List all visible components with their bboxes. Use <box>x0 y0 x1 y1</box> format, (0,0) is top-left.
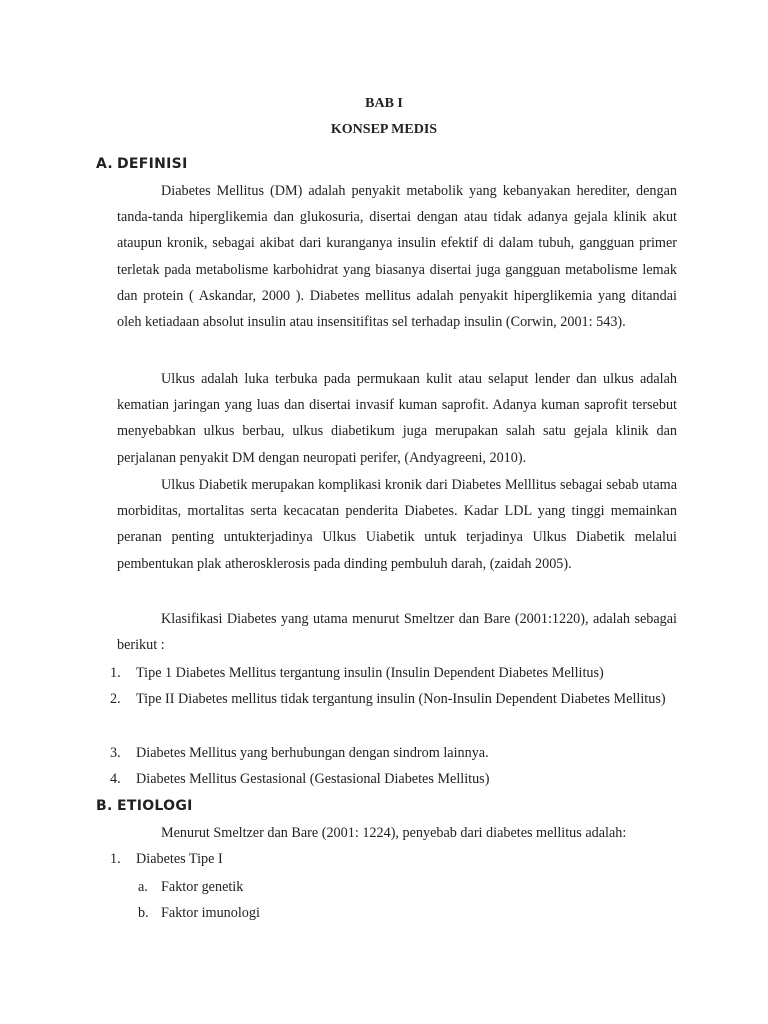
list-item-text: Diabetes Tipe I <box>136 851 223 867</box>
chapter-title: KONSEP MEDIS <box>330 122 438 137</box>
list-item-number: 2. <box>110 691 121 707</box>
section-heading-definisi <box>96 155 188 173</box>
paragraph-definisi-ulkus: Ulkus adalah luka terbuka pada permukaan kulit atau selaput lender dan ulkus adalah kematian jaringan yang luas dan disertai invasif kuman saprofit. Adanya kuman saprofit tersebut menyebabkan ulkus berbau, ulkus diabetikum juga merupakan salah satu gejala klinik dan perjalanan penyakit DM dengan neuropati perifer, (Andyagreeni, 2010). <box>117 371 677 466</box>
chapter-number: BAB I <box>365 96 403 111</box>
section-letter: B. <box>96 798 113 814</box>
sub-list-item-letter: a. <box>138 879 148 895</box>
list-item <box>110 846 677 872</box>
list-item-text: Tipe 1 Diabetes Mellitus tergantung insulin (Insulin Dependent Diabetes Mellitus) <box>136 665 604 681</box>
list-item <box>110 660 677 686</box>
list-item-number: 3. <box>110 745 121 761</box>
section-title: DEFINISI <box>117 156 188 172</box>
sub-list-item-text: Faktor imunologi <box>161 905 260 921</box>
list-item-text: Tipe II Diabetes mellitus tidak tergantung insulin (Non-Insulin Dependent Diabetes Mellitus) <box>136 691 666 707</box>
list-item-number: 4. <box>110 771 121 787</box>
list-item-text: Diabetes Mellitus yang berhubungan dengan sindrom lainnya. <box>136 745 489 761</box>
list-item-number: 1. <box>110 851 121 867</box>
list-item <box>110 766 677 792</box>
paragraph-etiologi: Menurut Smeltzer dan Bare (2001: 1224), penyebab dari diabetes mellitus adalah: <box>161 825 627 841</box>
paragraph-klasifikasi: Klasifikasi Diabetes yang utama menurut Smeltzer dan Bare (2001:1220), adalah sebagai berikut : <box>117 611 677 654</box>
paragraph-definisi-dm: Diabetes Mellitus (DM) adalah penyakit metabolik yang kebanyakan herediter, dengan tanda-tanda hiperglikemia dan glukosuria, disertai dengan atau tidak adanya gejala klinik akut ataupun kronik, sebagai akibat dari kuranganya insulin efektif di dalam tubuh, gangguan primer terletak pada metabolisme karbohidrat yang biasanya disertai juga gangguan metabolisme lemak dan protein ( Askandar, 2000 ). Diabetes mellitus adalah penyakit hiperglikemia yang ditandai oleh ketiadaan absolut insulin atau insensitifitas sel terhadap insulin (Corwin, 2001: 543). <box>117 183 677 331</box>
list-item-number: 1. <box>110 665 121 681</box>
section-title: ETIOLOGI <box>117 798 193 814</box>
sub-list-item <box>138 874 677 900</box>
sub-list-item-text: Faktor genetik <box>161 879 244 895</box>
list-item <box>110 686 677 712</box>
section-heading-etiologi <box>96 797 193 815</box>
paragraph-ulkus-diabetik: Ulkus Diabetik merupakan komplikasi kronik dari Diabetes Melllitus sebagai sebab utama morbiditas, mortalitas serta kecacatan penderita Diabetes. Kadar LDL yang tinggi memainkan peranan penting untukterjadinya Ulkus Uiabetik untuk terjadinya Ulkus Diabetik melalui pembentukan plak atherosklerosis pada dinding pembuluh darah, (zaidah 2005). <box>117 477 677 572</box>
sub-list-item <box>138 900 677 926</box>
list-item-text: Diabetes Mellitus Gestasional (Gestasional Diabetes Mellitus) <box>136 771 490 787</box>
sub-list-item-letter: b. <box>138 905 149 921</box>
section-letter: A. <box>96 156 114 172</box>
list-item <box>110 740 677 766</box>
